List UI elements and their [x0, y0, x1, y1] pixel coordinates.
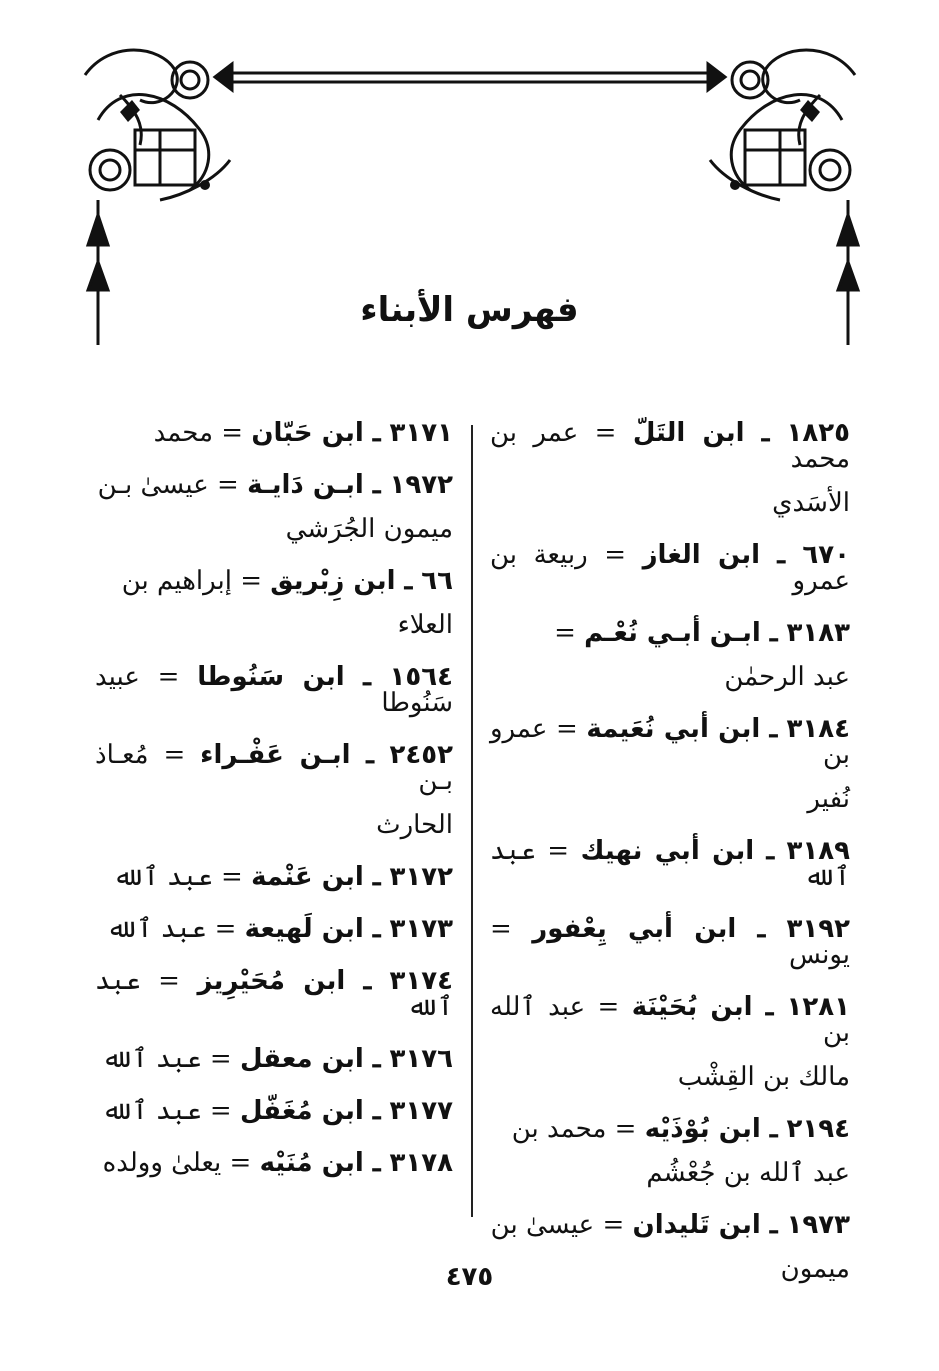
entry-value: عمر بن محمد: [490, 418, 850, 474]
entry-name: ابن التَلّ: [632, 418, 745, 448]
entry-dash: ـ: [363, 470, 390, 500]
entry-value: عبد ٱلله: [490, 836, 850, 892]
entry-continuation: مالك بن القِشْب: [677, 1062, 850, 1092]
entry-name: ابـن عَفْـراء: [200, 740, 351, 770]
entry-name: ابن سَنُوطا: [197, 662, 345, 692]
entry-name: ابن مُحَيْرِيز: [197, 966, 346, 996]
entry-dash: ـ: [363, 418, 390, 448]
entry-number: ٦٧٠: [802, 540, 850, 570]
index-entry: [490, 542, 850, 594]
index-entry: [490, 420, 850, 516]
index-entry: [95, 864, 453, 890]
entry-dash: ـ: [760, 540, 803, 570]
index-entry: [95, 568, 453, 638]
entry-dash: ـ: [754, 836, 787, 866]
entry-equals: =: [535, 836, 581, 866]
entry-continuation: ميمون الجُرَشي: [285, 514, 453, 544]
entry-continuation: ميمون: [780, 1254, 850, 1284]
entry-value: ربيعة بن عمرو: [490, 540, 850, 596]
entry-value: عيسىٰ بـن: [97, 470, 209, 500]
entry-continuation: الحارث: [376, 810, 453, 840]
entry-equals: =: [578, 418, 633, 448]
entry-equals: =: [490, 914, 533, 944]
index-entry: [490, 916, 850, 968]
entry-dash: ـ: [363, 914, 390, 944]
entry-name: ابن مُغَفّل: [239, 1096, 364, 1126]
entry-value: محمد: [153, 418, 214, 448]
entry-number: ٣١٧٤: [389, 966, 453, 996]
entry-continuation: عبد الرحمٰن: [724, 662, 850, 692]
entry-number: ٣١٧٣: [389, 914, 453, 944]
index-entry: [490, 620, 850, 690]
entry-number: ٢٤٥٢: [389, 740, 453, 770]
entry-equals: =: [606, 1114, 645, 1144]
entry-equals: =: [201, 1096, 240, 1126]
entry-equals: =: [208, 470, 248, 500]
entry-name: ابن أبي نهيك: [580, 836, 755, 866]
entry-dash: ـ: [760, 1114, 787, 1144]
entry-value: عيسىٰ بن: [490, 1210, 595, 1240]
page-number: ٤٧٥: [445, 1262, 494, 1292]
index-entry: [490, 1116, 850, 1186]
entry-value: محمد بن: [511, 1114, 607, 1144]
entry-equals: =: [221, 1148, 260, 1178]
entry-equals: =: [148, 740, 201, 770]
entry-dash: ـ: [744, 418, 787, 448]
entry-equals: =: [231, 566, 271, 596]
entry-equals: =: [139, 662, 198, 692]
entry-value: عبد ٱلله بن: [490, 992, 850, 1048]
entry-dash: ـ: [760, 618, 787, 648]
entry-equals: =: [212, 862, 252, 892]
entry-dash: ـ: [395, 566, 422, 596]
entry-name: ابن الغاز: [642, 540, 761, 570]
index-entry: [95, 968, 453, 1020]
entry-number: ٣١٨٩: [786, 836, 850, 866]
entry-dash: ـ: [760, 714, 787, 744]
entry-number: ١٢٨١: [786, 992, 850, 1022]
entry-value: عبد ٱلله: [113, 862, 213, 892]
index-entry: [95, 1098, 453, 1124]
entry-number: ١٨٢٥: [786, 418, 850, 448]
index-column-right: [490, 420, 850, 1308]
entry-number: ٣١٧١: [389, 418, 453, 448]
entry-value: إبراهيم بن: [121, 566, 232, 596]
entry-value: عمرو بن: [490, 714, 850, 770]
entry-value: يعلىٰ وولده: [102, 1148, 222, 1178]
entry-name: ابن عَنْمة: [251, 862, 364, 892]
entry-number: ٣١٧٢: [389, 862, 453, 892]
entry-dash: ـ: [363, 1044, 390, 1074]
entry-dash: ـ: [350, 740, 390, 770]
entry-equals: =: [594, 1210, 633, 1240]
entry-number: ١٥٦٤: [389, 662, 453, 692]
entry-equals: =: [547, 714, 587, 744]
index-entry: [490, 838, 850, 890]
entry-name: ابـن دَايـة: [247, 470, 364, 500]
entry-number: ٣١٩٢: [786, 914, 850, 944]
entry-dash: ـ: [363, 1148, 390, 1178]
index-column-left: [95, 420, 453, 1202]
entry-name: ابن أبي نُعَيمة: [586, 714, 761, 744]
index-entry: [95, 916, 453, 942]
entry-number: ٦٦: [421, 566, 453, 596]
entry-dash: ـ: [760, 1210, 787, 1240]
entry-dash: ـ: [752, 992, 787, 1022]
page-title: فهرس الأبناء: [360, 290, 579, 330]
index-entry: [95, 472, 453, 542]
entry-equals: =: [140, 966, 198, 996]
entry-continuation: العلاء: [397, 610, 453, 640]
entry-number: ١٩٧٢: [389, 470, 453, 500]
entry-value: مُعـاذ بـن: [95, 740, 453, 796]
entry-number: ٣١٧٦: [389, 1044, 453, 1074]
entry-continuation: الأسَدي: [772, 488, 850, 518]
entry-name: ابن زِبْريق: [270, 566, 396, 596]
entry-name: ابن تَليدان: [632, 1210, 761, 1240]
entry-equals: =: [585, 992, 632, 1022]
index-entry: [95, 1046, 453, 1072]
entry-name: ابن مُنَيْه: [259, 1148, 364, 1178]
entry-equals: =: [213, 418, 252, 448]
entry-equals: =: [554, 618, 585, 648]
entry-name: ابن بُوْذَيْه: [644, 1114, 761, 1144]
index-entry: [95, 1150, 453, 1176]
entry-continuation: نُفير: [807, 784, 850, 814]
index-entry: [490, 716, 850, 812]
entry-name: ابـن أبـي نُعْـم: [584, 618, 761, 648]
index-entry: [95, 420, 453, 446]
entry-dash: ـ: [363, 1096, 390, 1126]
entry-value: عبد ٱلله: [106, 914, 207, 944]
entry-value: عبيد سَنُوطا: [95, 662, 453, 718]
entry-number: ٣١٧٧: [389, 1096, 453, 1126]
entry-number: ٣١٨٤: [786, 714, 850, 744]
entry-equals: =: [587, 540, 643, 570]
entry-number: ٣١٨٣: [786, 618, 850, 648]
entry-name: ابن حَبّان: [251, 418, 364, 448]
entry-name: ابن أبي يِعْفور: [532, 914, 737, 944]
entry-dash: ـ: [344, 662, 390, 692]
entry-value: عبد ٱلله: [101, 1096, 202, 1126]
index-entry: [490, 994, 850, 1090]
entry-name: ابن لَهيعة: [244, 914, 364, 944]
index-entry: [95, 664, 453, 716]
entry-continuation: عبد ٱلله بن جُعْشُم: [646, 1158, 850, 1188]
entry-dash: ـ: [736, 914, 787, 944]
entry-number: ٣١٧٨: [389, 1148, 453, 1178]
entry-equals: =: [201, 1044, 240, 1074]
entry-equals: =: [206, 914, 245, 944]
column-divider: [471, 425, 473, 1217]
entry-value: عبد ٱلله: [95, 966, 453, 1022]
entry-number: ١٩٧٣: [786, 1210, 850, 1240]
index-entry: [95, 742, 453, 838]
entry-value: عبد ٱلله: [101, 1044, 202, 1074]
entry-value: يونس: [788, 940, 850, 970]
entry-name: ابن معقل: [239, 1044, 364, 1074]
entry-name: ابن بُحَيْنَة: [631, 992, 753, 1022]
entry-dash: ـ: [345, 966, 390, 996]
entry-dash: ـ: [363, 862, 390, 892]
entry-number: ٢١٩٤: [786, 1114, 850, 1144]
